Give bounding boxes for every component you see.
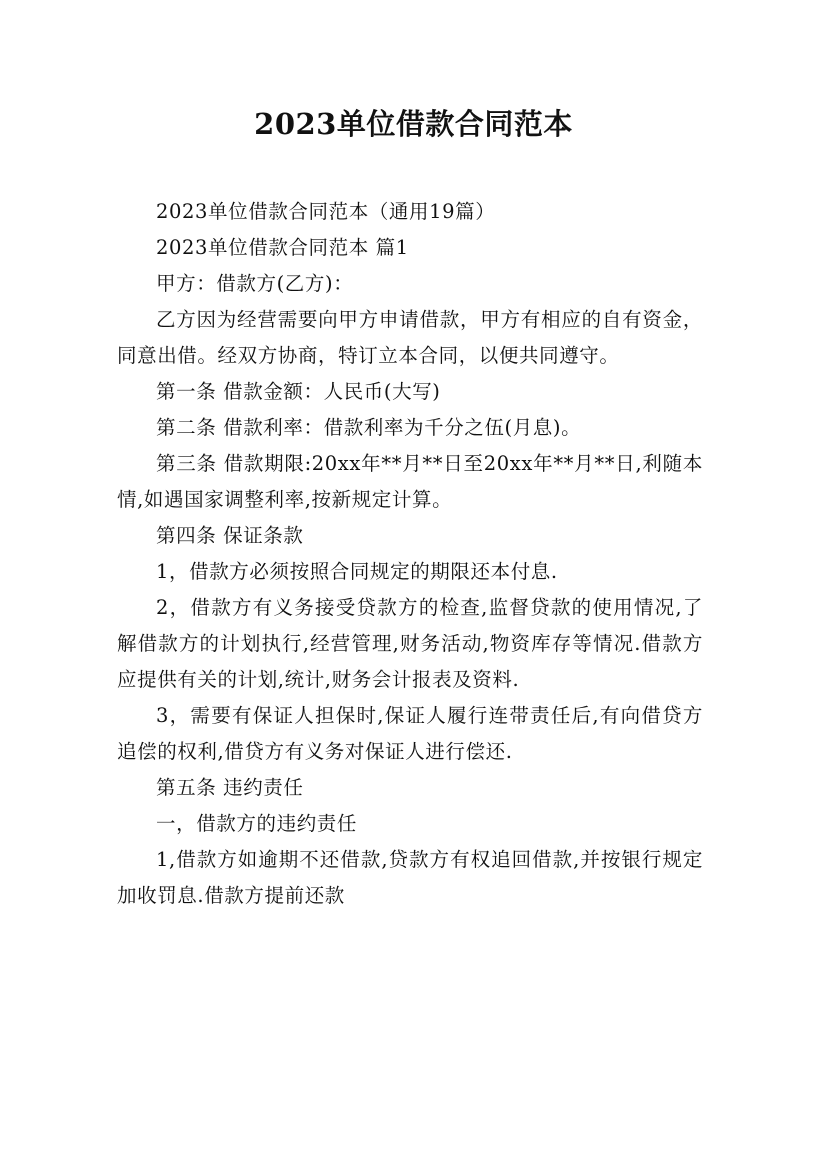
document-title: 2023单位借款合同范本 xyxy=(254,107,573,141)
paragraph-article-2: 第二条 借款利率：借款利率为千分之伍(月息)。 xyxy=(156,416,582,439)
paragraph-section-heading: 2023单位借款合同范本 篇1 xyxy=(156,236,409,259)
paragraph-article-4-item-2: 2，借款方有义务接受贷款方的检查,监督贷款的使用情况,了解借款方的计划执行,经营管理,财务活动,物资库存等情况.借款方应提供有关的计划,统计,财务会计报表及资料. xyxy=(117,596,703,691)
paragraph-preamble: 乙方因为经营需要向甲方申请借款，甲方有相应的自有资金，同意出借。经双方协商，特订立本合同，以便共同遵守。 xyxy=(117,308,703,367)
paragraph-article-4-heading: 第四条 保证条款 xyxy=(156,524,304,547)
paragraph-article-3: 第三条 借款期限:20xx年**月**日至20xx年**月**日,利随本情,如遇国家调整利率,按新规定计算。 xyxy=(117,452,703,511)
document-body xyxy=(117,194,703,914)
paragraph-article-1: 第一条 借款金额：人民币(大写) xyxy=(156,380,441,403)
paragraph-article-4-item-3: 3，需要有保证人担保时,保证人履行连带责任后,有向借贷方追偿的权利,借贷方有义务对保证人进行偿还. xyxy=(117,704,703,763)
paragraph-article-5-sub-heading: 一，借款方的违约责任 xyxy=(156,812,358,835)
paragraph-parties: 甲方：借款方(乙方)： xyxy=(156,272,354,295)
paragraph-article-4-item-1: 1，借款方必须按照合同规定的期限还本付息. xyxy=(156,560,558,583)
paragraph-article-5-item-1: 1,借款方如逾期不还借款,贷款方有权追回借款,并按银行规定加收罚息.借款方提前还款 xyxy=(117,848,703,907)
paragraph-subtitle: 2023单位借款合同范本（通用19篇） xyxy=(156,200,496,223)
paragraph-article-5-heading: 第五条 违约责任 xyxy=(156,776,304,799)
